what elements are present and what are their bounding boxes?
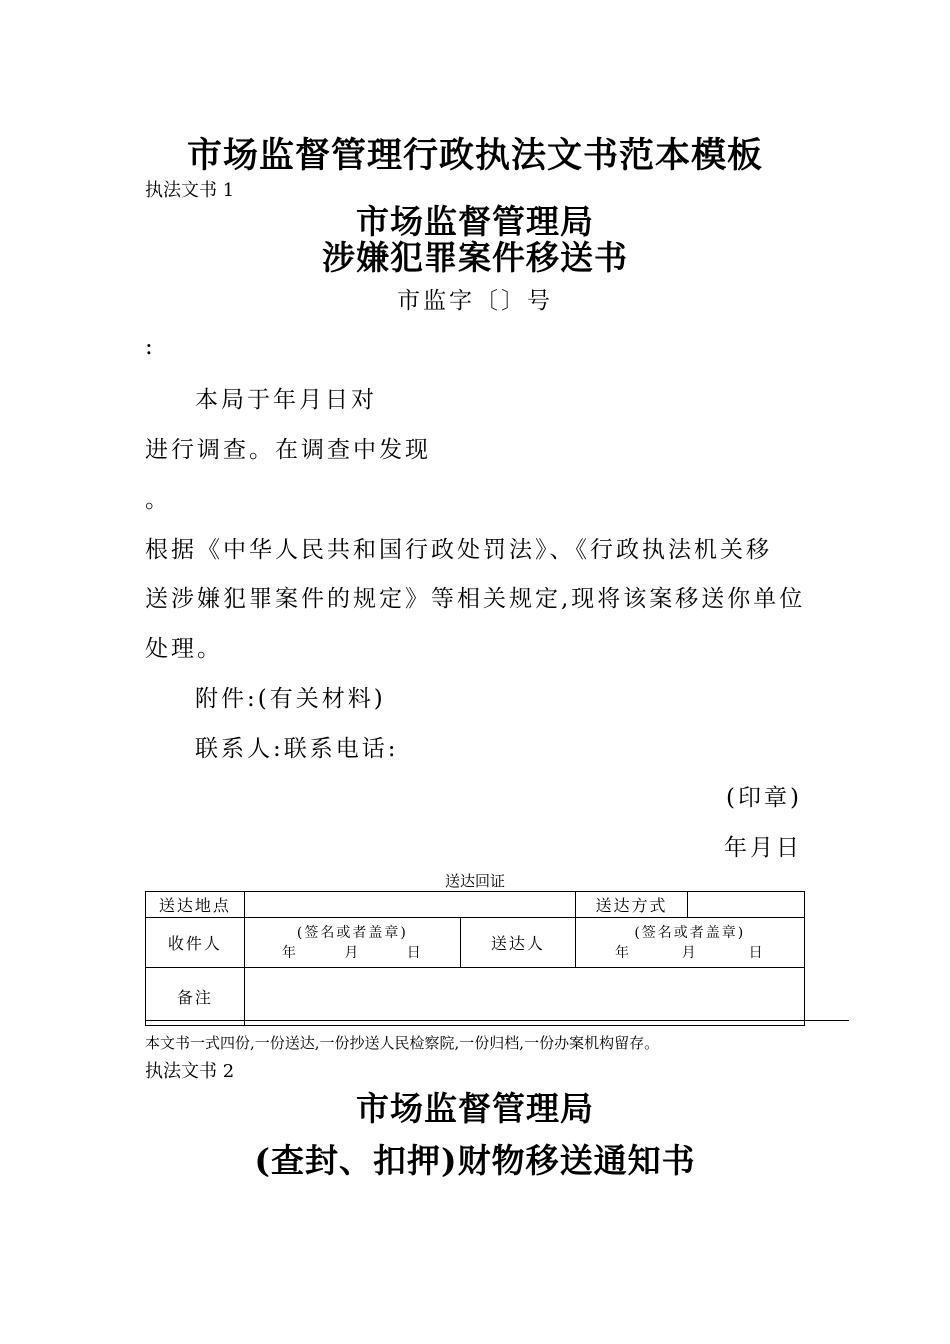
doc2-title: (查封、扣押)财物移送通知书	[254, 1141, 696, 1180]
doc1-contact: 联系人:联系电话:	[195, 736, 399, 762]
receipt-row-recipient	[146, 918, 805, 968]
recipient-day: 日	[406, 944, 423, 961]
doc1-agency: 市场监督管理局	[356, 202, 594, 241]
recipient-month: 月	[344, 944, 361, 961]
recipient-date	[245, 943, 460, 963]
method-value	[688, 892, 805, 918]
doc1-seal: (印章)	[726, 785, 802, 811]
footnote-divider	[145, 1020, 849, 1021]
doc1-para2: 进行调查。在调查中发现	[145, 437, 431, 463]
doc1-para3: 。	[145, 487, 171, 513]
deliverer-date	[576, 943, 804, 963]
doc1-title: 涉嫌犯罪案件移送书	[322, 238, 628, 277]
deliverer-sign-note: (签名或者盖章)	[634, 924, 746, 941]
recipient-label: 收件人	[146, 918, 245, 968]
doc1-date: 年月日	[724, 835, 802, 861]
receipt-row-remarks	[146, 968, 805, 1026]
doc1-para4-line2: 送涉嫌犯罪案件的规定》等相关规定,现将该案移送你单位	[145, 586, 806, 612]
doc2-label: 执法文书 2	[145, 1061, 235, 1082]
recipient-signature	[244, 918, 460, 968]
place-label: 送达地点	[146, 892, 245, 918]
doc1-number: 市监字〔〕号	[397, 288, 553, 314]
receipt-caption: 送达回证	[444, 872, 505, 890]
doc1-para1: 本局于年月日对	[195, 387, 377, 413]
main-title: 市场监督管理行政执法文书范本模板	[186, 135, 763, 176]
method-label: 送达方式	[575, 892, 688, 918]
receipt-table	[145, 891, 805, 1026]
recipient-year: 年	[281, 944, 298, 961]
deliverer-signature	[575, 918, 804, 968]
doc1-addressee: :	[145, 334, 156, 360]
receipt-row-place	[146, 892, 805, 918]
deliverer-day: 日	[748, 944, 765, 961]
deliverer-label: 送达人	[461, 918, 576, 968]
doc2-agency: 市场监督管理局	[356, 1089, 594, 1128]
doc1-para4-line1: 根据《中华人民共和国行政处罚法》、《行政执法机关移	[145, 537, 772, 563]
recipient-sign-note: (签名或者盖章)	[296, 924, 408, 941]
deliverer-month: 月	[681, 944, 698, 961]
doc1-label: 执法文书 1	[145, 180, 235, 201]
doc1-para4-line3: 处理。	[145, 636, 223, 662]
remarks-value	[244, 968, 804, 1026]
doc1-attachment: 附件:(有关材料)	[195, 686, 386, 712]
remarks-label: 备注	[146, 968, 245, 1026]
deliverer-year: 年	[615, 944, 632, 961]
place-value	[244, 892, 575, 918]
footnote: 本文书一式四份,一份送达,一份抄送人民检察院,一份归档,一份办案机构留存。	[145, 1034, 660, 1052]
